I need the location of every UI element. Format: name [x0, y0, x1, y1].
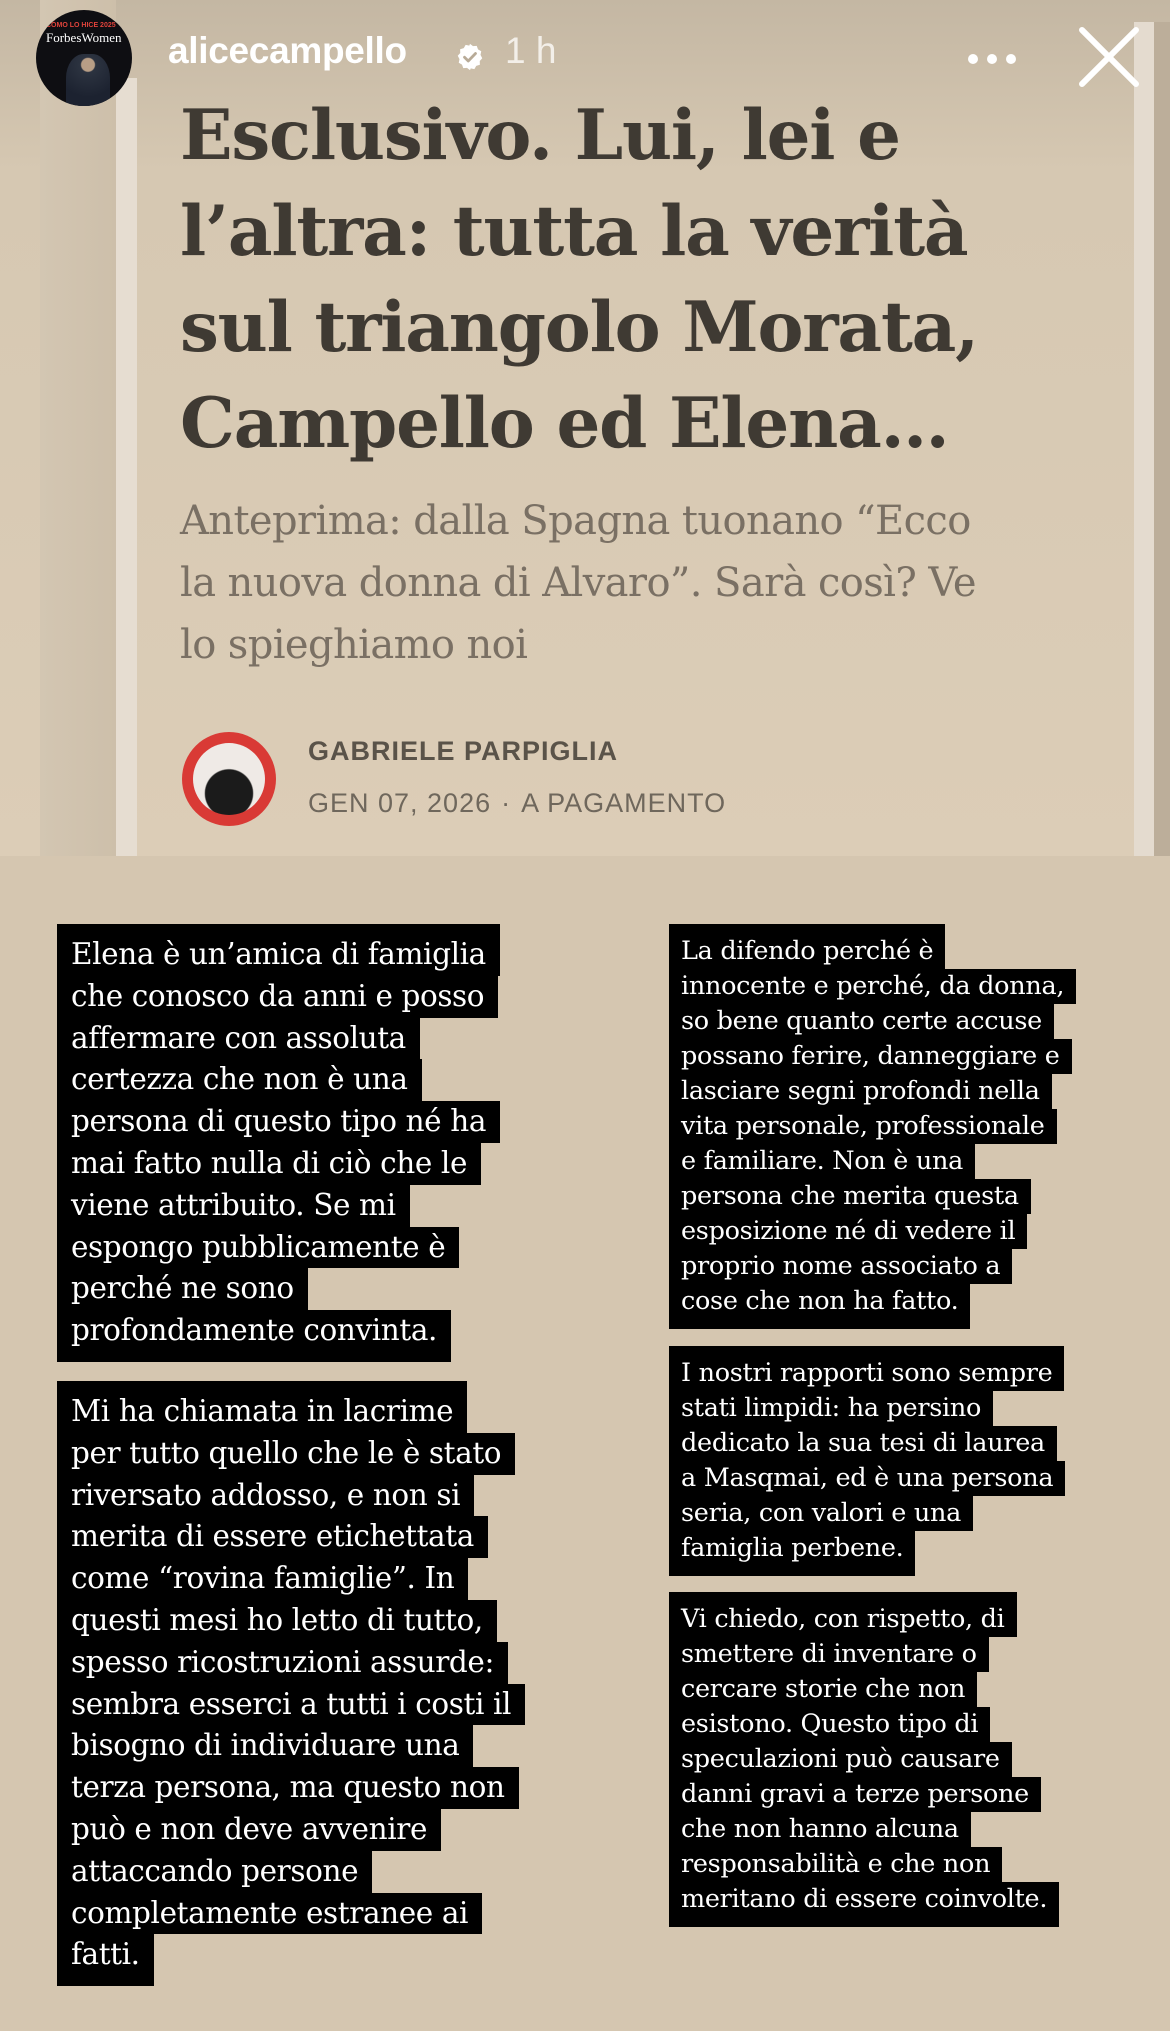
headline-line: Esclusivo. Lui, lei e [180, 95, 900, 176]
text-line: per tutto quello che le è stato [57, 1433, 515, 1475]
text-line: Vi chiedo, con rispetto, di [669, 1592, 1017, 1637]
text-line: cercare storie che non [669, 1672, 977, 1707]
text-line: smettere di inventare o [669, 1637, 989, 1672]
text-line: cose che non ha fatto. [669, 1284, 970, 1329]
text-line: affermare con assoluta [57, 1018, 420, 1060]
avatar-cover-figure [66, 54, 110, 106]
text-line: profondamente convinta. [57, 1310, 451, 1362]
text-line: La difendo perché è [669, 924, 945, 969]
text-line: viene attribuito. Se mi [57, 1185, 410, 1227]
more-options-button[interactable] [962, 44, 1022, 74]
article-left-band [40, 0, 116, 856]
text-line: che non hanno alcuna [669, 1812, 971, 1847]
subhead-line: Anteprima: dalla Spagna tuonano “Ecco [180, 498, 971, 544]
text-line: stati limpidi: ha persino [669, 1391, 993, 1426]
text-line: possano ferire, danneggiare e [669, 1039, 1072, 1074]
story-timestamp: 1 h [505, 30, 557, 71]
text-line: innocente e perché, da donna, [669, 969, 1076, 1004]
text-line: danni gravi a terze persone [669, 1777, 1041, 1812]
text-line: che conosco da anni e posso [57, 976, 498, 1018]
verified-badge-icon [455, 42, 485, 72]
text-line: proprio nome associato a [669, 1249, 1012, 1284]
text-block-called-crying [57, 1381, 525, 1986]
text-line: I nostri rapporti sono sempre [669, 1346, 1064, 1391]
headline-line: l’altra: tutta la verità [180, 191, 968, 272]
text-line: bisogno di individuare una [57, 1725, 473, 1767]
text-line: fatti. [57, 1934, 154, 1986]
text-line: questi mesi ho letto di tutto, [57, 1600, 497, 1642]
profile-avatar[interactable] [36, 10, 132, 106]
text-block-elena-friend [57, 924, 500, 1362]
text-line: responsabilità e che non [669, 1847, 1002, 1882]
article-screenshot [0, 0, 1170, 856]
subhead-line: la nuova donna di Alvaro”. Sarà così? Ve [180, 560, 977, 606]
text-line: e familiare. Non è una [669, 1144, 975, 1179]
text-line: spesso ricostruzioni assurde: [57, 1642, 508, 1684]
text-line: esistono. Questo tipo di [669, 1707, 990, 1742]
text-line: espongo pubblicamente è [57, 1227, 459, 1269]
text-line: a Masqmai, ed è una persona [669, 1461, 1065, 1496]
text-line: certezza che non è una [57, 1059, 422, 1101]
text-line: può e non deve avvenire [57, 1809, 441, 1851]
more-options-icon-dot [1006, 54, 1016, 64]
text-line: mai fatto nulla di ciò che le [57, 1143, 481, 1185]
text-line: vita personale, professionale [669, 1109, 1057, 1144]
text-line: seria, con valori e una [669, 1496, 973, 1531]
article-access-label: A PAGAMENTO [521, 788, 727, 818]
author-photo [193, 743, 265, 815]
text-line: perché ne sono [57, 1268, 308, 1310]
text-line: riversato addosso, e non si [57, 1475, 474, 1517]
headline-line: Campello ed Elena… [180, 383, 949, 464]
text-line: Mi ha chiamata in lacrime [57, 1381, 467, 1433]
text-line: so bene quanto certe accuse [669, 1004, 1054, 1039]
article-meta [308, 788, 726, 819]
text-line: merita di essere etichettata [57, 1516, 488, 1558]
text-line: persona che merita questa [669, 1179, 1031, 1214]
text-line: meritano di essere coinvolte. [669, 1882, 1059, 1927]
text-line: lasciare segni profondi nella [669, 1074, 1052, 1109]
more-options-icon-dot [968, 54, 978, 64]
text-line: persona di questo tipo né ha [57, 1101, 500, 1143]
text-line: attaccando persone [57, 1851, 372, 1893]
story-username[interactable]: alicecampello [168, 30, 407, 71]
article-subhead [180, 490, 1080, 676]
text-line: dedicato la sua tesi di laurea [669, 1426, 1057, 1461]
text-block-defend [669, 924, 1076, 1329]
subhead-line: lo spieghiamo noi [180, 622, 528, 668]
text-line: speculazioni può causare [669, 1742, 1012, 1777]
article-headline [180, 88, 1080, 472]
text-line: famiglia perbene. [669, 1531, 915, 1576]
avatar-cover-brand: ForbesWomen [46, 30, 122, 45]
avatar-cover-tagline: CÓMO LO HICE 2025 [46, 22, 116, 29]
headline-line: sul triangolo Morata, [180, 287, 978, 368]
story-header [0, 0, 1170, 120]
more-options-icon-dot [987, 54, 997, 64]
text-line: Elena è un’amica di famiglia [57, 924, 500, 976]
text-line: sembra esserci a tutti i costi il [57, 1684, 525, 1726]
text-line: esposizione né di vedere il [669, 1214, 1027, 1249]
text-line: come “rovina famiglie”. In [57, 1558, 468, 1600]
text-block-request [669, 1592, 1059, 1927]
author-name: GABRIELE PARPIGLIA [308, 736, 619, 766]
text-line: terza persona, ma questo non [57, 1767, 519, 1809]
author-avatar [182, 732, 276, 826]
article-right-border [1134, 22, 1154, 856]
text-line: completamente estranee ai [57, 1893, 482, 1935]
article-date: GEN 07, 2026 [308, 788, 492, 818]
close-icon[interactable] [1076, 24, 1142, 90]
article-left-border [116, 78, 137, 856]
text-block-relationship [669, 1346, 1065, 1576]
meta-separator: · [501, 788, 512, 818]
article-right-band [1154, 22, 1170, 856]
